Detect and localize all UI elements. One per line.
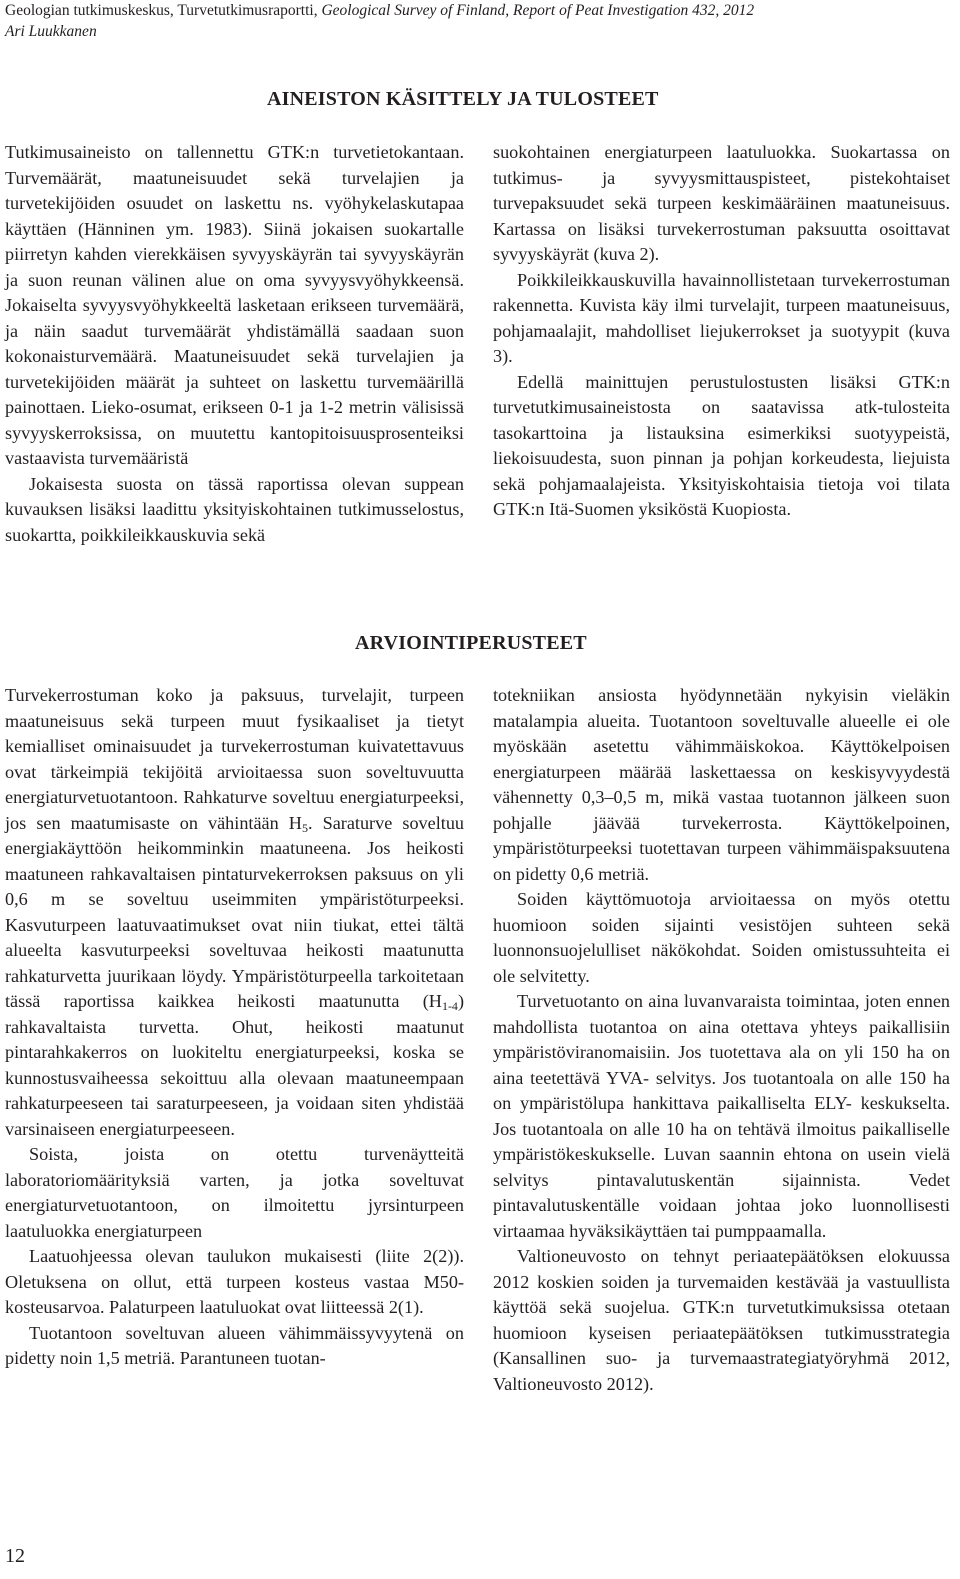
paragraph: suokohtainen energiaturpeen laatuluokka. Suokartassa on tutkimus- ja syvyysmittauspisteet, pistekohtaiset turvepaksuudet sekä turpeen keskimääräinen maatuneisuus. Kartassa on lisäksi turvekerrostuman paksuutta osoittavat syvyyskäyrät (kuva 2).: [493, 142, 950, 264]
paragraph: Poikkileikkauskuvilla havainnollistetaan turvekerrostuman rakennetta. Kuvista käy ilmi turvelajit, turpeen maatuneisuus, pohjamaalajit, mahdolliset liejukerrokset ja suotyypit (kuva 3).: [493, 269, 950, 366]
subscript: 1-4: [441, 999, 458, 1013]
section-heading-arviointiperusteet: ARVIOINTIPERUSTEET: [355, 632, 587, 654]
section1-right-column: [493, 140, 950, 523]
header-series-line: Geologian tutkimuskeskus, Turvetutkimusraportti, Geological Survey of Finland, Report of Peat Investigation 432, 2012: [5, 2, 755, 19]
paragraph: Tutkimusaineisto on tallennettu GTK:n turvetietokantaan. Turvemäärät, maatuneisuudet sekä turvelajien ja turvetekijöiden osuudet on laskettu ns. vyöhykelaskutapaa käyttäen (Hänninen ym. 1983). Siinä jokaisen suokartalle piirretyn kahden vierekkäisen syvyyskäyrän tai syvyyskäyrän ja suon reunan välinen alue on oma syvyysvyöhykkeensä. Jokaiselta syvyysvyöhykkeeltä lasketaan erikseen turvemäärä, ja näin saadut turvemäärät yhdistämällä saadaan suon kokonaisturvemäärä. Maatuneisuudet sekä turvelajien ja turvetekijöiden määrät ja suhteet on laskettu turvemäärillä painottaen. Lieko-osumat, erikseen 0-1 ja 1-2 metrin välisissä syvyyskerroksissa, on muutettu kantopitoisuusprosenteiksi vastaavista turvemääristä: [5, 142, 464, 468]
paragraph: Edellä mainittujen perustulostusten lisäksi GTK:n turvetutkimusaineistosta on saatavissa atk-tulosteita tasokarttoina ja listauksina esimerkiksi suotyypeistä, liekoisuudesta, suon pinnan ja pohjan korkeudesta, liejuista sekä pohjamaalajeista. Yksityiskohtaisia tietoja voi tilata GTK:n Itä-Suomen yksiköstä Kuopiosta.: [493, 371, 950, 519]
header-series-en: Geological Survey of Finland, Report of Peat Investigation 432, 2012: [321, 2, 755, 19]
paragraph: Turvetuotanto on aina luvanvaraista toimintaa, joten ennen mahdollista tuotantoa on aina otettava yhteys paikallisiin ympäristöviranomaisiin. Jos tuotettava ala on yli 150 ha on aina teetettävä YVA- selvitys. Jos tuotantoala on alle 150 ha on ympäristölupa hankittava paikalliselta ELY- keskukselta. Jos tuotantoala on alle 10 ha on tehtävä ilmoitus paikalliselle ympäristökeskukselle. Luvan saannin ehtona on usein vielä selvitys pintavalutuskentän sijainnista. Vedet pintavalutuskentälle voidaan johtaa joko luonnollisesti virtaamaa hyväksikäyttäen tai pumppaamalla.: [493, 991, 950, 1241]
page-number: 12: [5, 1545, 25, 1567]
paragraph: Valtioneuvosto on tehnyt periaatepäätöksen elokuussa 2012 koskien soiden ja turvemaiden kestävää ja vastuullista käyttöä sekä suojelua. GTK:n turvetutkimuksissa otetaan huomioon kyseisen periaatepäätöksen tutkimusstrategia (Kansallinen suo- ja turvemaastrategiatyöryhmä 2012, Valtioneuvosto 2012).: [493, 1246, 950, 1394]
paragraph: Tuotantoon soveltuvan alueen vähimmäissyvyytenä on pidetty noin 1,5 metriä. Parantuneen tuotan-: [5, 1322, 464, 1368]
paragraph: totekniikan ansiosta hyödynnetään nykyisin vieläkin matalampia alueita. Tuotantoon soveltuvalle alueelle ei ole myöskään asetettu vähimmäiskokoa. Käyttökelpoisen energiaturpeen määrää laskettaessa on keskisyvyydestä vähennetty 0,3–0,5 m, mikä vastaa tuotannon jälkeen suon pohjalle jäävää turvekerrosta. Käyttökelpoinen, ympäristöturpeeksi tuotettavan turpeen vähimmäispaksuutena on pidetty 0,6 metriä.: [493, 685, 950, 884]
header-author: Ari Luukkanen: [5, 23, 97, 40]
text-run: . Saraturve soveltuu energiakäyttöön heikomminkin maatuneena. Jos heikosti maatuneen rahkavaltaisen pintaturvekerroksen paksuus on yli 0,6 m se soveltuu useimmiten ympäristöturpeeksi. Kasvuturpeen laatuvaatimukset ovat niin tiukat, ettei tältä alueelta kasvuturpeeksi soveltuvaa heikosti maatunutta rahkaturvetta juurikaan löydy. Ympäristöturpeella tarkoitetaan tässä raportissa kaikkea heikosti maatunutta (H: [5, 812, 465, 1011]
running-header: [5, 0, 754, 42]
paragraph-with-subscripts: [5, 683, 464, 1142]
section2-left-column: [5, 683, 464, 1372]
text-run: Turvekerrostuman koko ja paksuus, turvelajit, turpeen maatuneisuus sekä turpeen muut fysikaaliset ja tietyt kemialliset ominaisuudet ja turvekerrostuman kuivatettavuus ovat tärkeimpiä tekijöitä arvioitaessa suon soveltuvuutta energiaturvetuotantoon. Rahkaturve soveltuu energiaturpeeksi, jos sen maatumisaste on vähintään H: [5, 685, 464, 833]
paragraph: Laatuohjeessa olevan taulukon mukaisesti (liite 2(2)). Oletuksena on ollut, että turpeen kosteus vastaa M50-kosteusarvoa. Palaturpeen laatuluokat ovat liitteessä 2(1).: [5, 1246, 464, 1317]
text-run: ) rahkavaltaista turvetta. Ohut, heikosti maatunut pintarahkakerros on luokiteltu energiaturpeeksi, koska se kunnostusvaiheessa sekoittuu alla olevaan maatuneempaan rahkaturpeeseen tai saraturpeeseen, ja voidaan siten yhdistää varsinaiseen energiaturpeeseen.: [5, 991, 464, 1139]
header-publisher: Geologian tutkimuskeskus, Turvetutkimusraportti: [5, 2, 314, 19]
section1-left-column: [5, 140, 464, 548]
paragraph: Soiden käyttömuotoja arvioitaessa on myös otettu huomioon soiden sijainti vesistöjen suhteen sekä luonnonsuojelulliset näkökohdat. Soiden omistussuhteita ei ole selvitetty.: [493, 889, 950, 986]
paragraph: Jokaisesta suosta on tässä raportissa olevan suppean kuvauksen lisäksi laadittu yksityiskohtainen tutkimusselostus, suokartta, poikkileikkauskuvia sekä: [5, 473, 464, 545]
subscript: 5: [301, 820, 308, 835]
section-heading-aineiston: AINEISTON KÄSITTELY JA TULOSTEET: [267, 88, 659, 110]
section2-right-column: [493, 683, 950, 1397]
paragraph: Soista, joista on otettu turvenäytteitä laboratoriomäärityksiä varten, ja jotka soveltuvat energiaturvetuotantoon, on ilmoitettu jyrsinturpeen laatuluokka energiaturpeen: [5, 1144, 464, 1241]
